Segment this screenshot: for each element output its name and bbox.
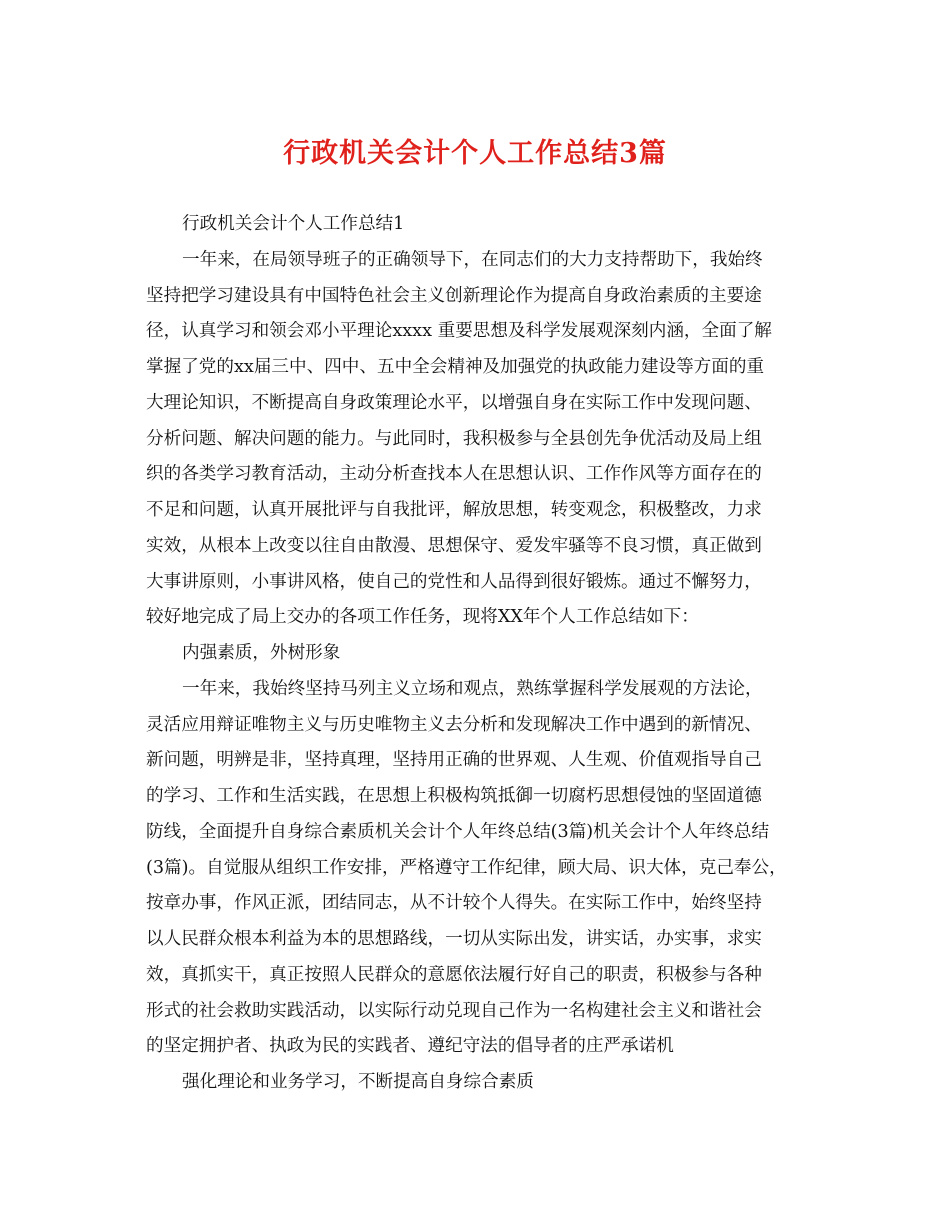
text-line: 大理论知识，不断提高自身政策理论水平，以增强自身在实际工作中发现问题、	[146, 392, 762, 413]
text-line: 形式的社会救助实践活动，以实际行动兑现自己作为一名构建社会主义和谐社会	[146, 1000, 762, 1021]
text-line: 的坚定拥护者、执政为民的实践者、遵纪守法的倡导者的庄严承诺机	[146, 1036, 674, 1057]
document-title: 行政机关会计个人工作总结3篇	[283, 138, 667, 169]
text-line: 分析问题、解决问题的能力。与此同时，我积极参与全县创先争优活动及局上组	[146, 428, 762, 449]
text-line: 内强素质，外树形象	[182, 643, 341, 663]
text-line: 灵活应用辩证唯物主义与历史唯物主义去分析和发现解决工作中遇到的新情况、	[146, 714, 762, 735]
text-line: 以人民群众根本利益为本的思想路线，一切从实际出发，讲实话，办实事，求实	[146, 929, 762, 949]
text-line: 掌握了党的xx届三中、四中、五中全会精神及加强党的执政能力建设等方面的重	[146, 357, 765, 377]
text-line: 的学习、工作和生活实践，在思想上积极构筑抵御一切腐朽思想侵蚀的坚固道德	[146, 786, 762, 806]
text-line: 效，真抓实干，真正按照人民群众的意愿依法履行好自己的职责，积极参与各种	[146, 964, 762, 985]
text-line: 坚持把学习建设具有中国特色社会主义创新理论作为提高自身政治素质的主要途	[146, 285, 762, 306]
text-line: 织的各类学习教育活动，主动分析查找本人在思想认识、工作作风等方面存在的	[146, 464, 762, 485]
text-line: 新问题，明辨是非，坚持真理，坚持用正确的世界观、人生观、价值观指导自己	[146, 750, 762, 771]
text-line: 强化理论和业务学习，不断提高自身综合素质	[182, 1072, 534, 1092]
text-line: 一年来，在局领导班子的正确领导下，在同志们的大力支持帮助下，我始终	[182, 249, 763, 270]
text-line: 按章办事，作风正派，团结同志，从不计较个人得失。在实际工作中，始终坚持	[146, 893, 762, 914]
text-line: (3篇)。自觉服从组织工作安排，严格遵守工作纪律，顾大局、识大体，克己奉公，	[146, 857, 787, 878]
text-line: 行政机关会计个人工作总结1	[182, 214, 405, 234]
text-line: 不足和问题，认真开展批评与自我批评，解放思想，转变观念，积极整改，力求	[146, 500, 762, 520]
text-line: 防线，全面提升自身综合素质机关会计个人年终总结(3篇)机关会计个人年终总结	[146, 821, 770, 842]
text-line: 较好地完成了局上交办的各项工作任务，现将XX年个人工作总结如下：	[146, 607, 699, 628]
text-line: 实效，从根本上改变以往自由散漫、思想保守、爱发牢骚等不良习惯，真正做到	[146, 535, 762, 556]
text-line: 一年来，我始终坚持马列主义立场和观点，熟练掌握科学发展观的方法论，	[182, 678, 763, 699]
text-line: 径，认真学习和领会邓小平理论xxxx 重要思想及科学发展观深刻内涵，全面了解	[146, 321, 772, 342]
text-line: 大事讲原则，小事讲风格，使自己的党性和人品得到很好锻炼。通过不懈努力，	[146, 571, 762, 592]
